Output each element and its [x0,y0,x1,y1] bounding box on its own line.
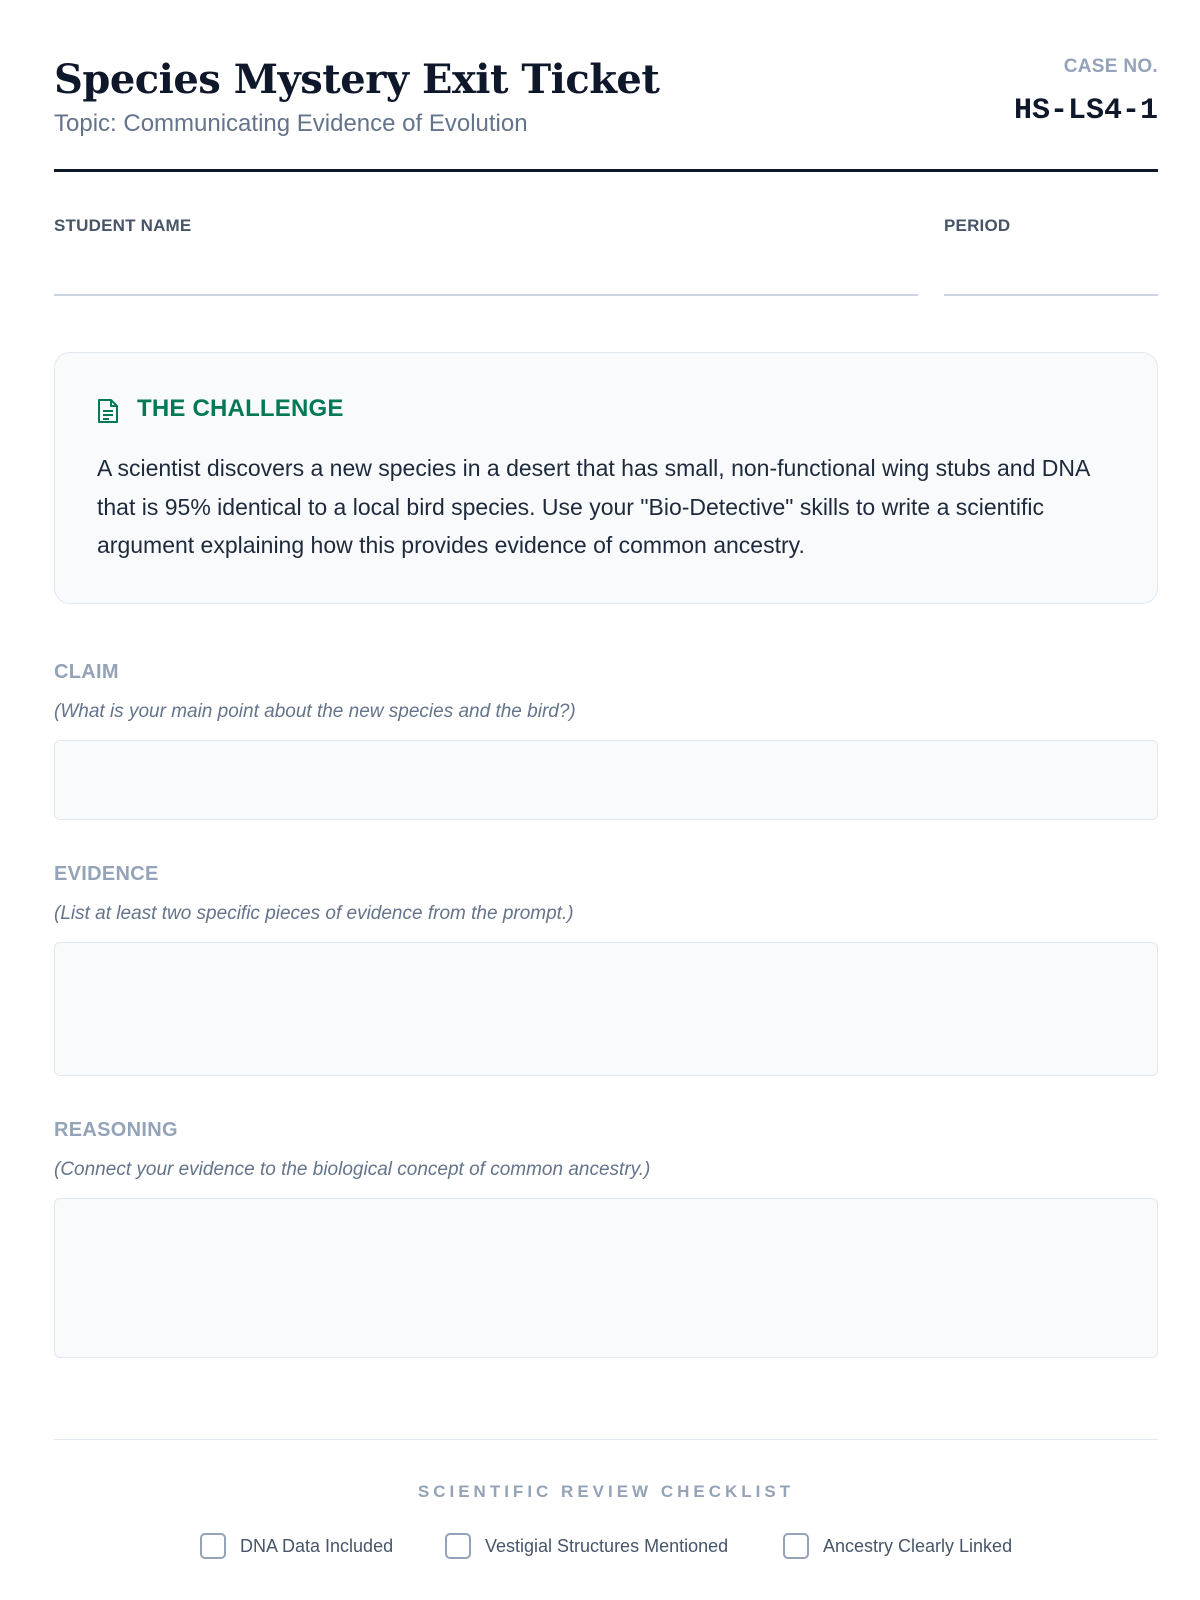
checkbox[interactable] [200,1533,226,1559]
footer-divider [54,1439,1158,1440]
checklist-item-vestigial[interactable] [445,1532,728,1560]
challenge-title: THE CHALLENGE [137,395,344,422]
evidence-answer-field[interactable] [54,942,1158,1076]
checklist-item-label: Ancestry Clearly Linked [823,1535,1013,1556]
challenge-box [54,352,1158,604]
checklist-item-label: Vestigial Structures Mentioned [485,1535,729,1556]
checklist-item-dna[interactable] [200,1532,393,1560]
checkbox[interactable] [445,1533,471,1559]
claim-label: CLAIM [54,661,119,683]
reasoning-label: REASONING [54,1119,178,1141]
case-number-value: HS-LS4-1 [1013,94,1158,128]
period-label: PERIOD [944,216,1011,235]
checkbox[interactable] [783,1533,809,1559]
evidence-hint: (List at least two specific pieces of evidence from the prompt.) [54,903,574,924]
claim-answer-field[interactable] [54,740,1158,820]
exit-ticket-page [54,0,1158,1600]
ticket-header [54,56,1158,172]
student-name-label: STUDENT NAME [54,216,192,235]
checklist-item-ancestry[interactable] [783,1532,1012,1560]
document-icon [97,398,119,424]
challenge-prompt: A scientist discovers a new species in a desert that has small, non-functional wing stubs and DNA that is 95% identical to a local bird species. Use your "Bio-Detective" skills to write a scientific argument explaining how this provides evidence of common ancestry. [97,455,1090,558]
reasoning-hint: (Connect your evidence to the biological concept of common ancestry.) [54,1159,651,1180]
checklist-item-label: DNA Data Included [240,1535,394,1556]
claim-hint: (What is your main point about the new species and the bird?) [54,701,576,722]
reasoning-answer-field[interactable] [54,1198,1158,1358]
evidence-label: EVIDENCE [54,863,159,885]
page-title: Species Mystery Exit Ticket [54,56,660,103]
checklist-title: SCIENTIFIC REVIEW CHECKLIST [417,1482,795,1501]
page-subtitle: Topic: Communicating Evidence of Evolution [54,110,528,137]
period-field[interactable] [944,262,1158,296]
case-number-label: CASE NO. [1063,56,1158,77]
student-name-field[interactable] [54,262,918,296]
